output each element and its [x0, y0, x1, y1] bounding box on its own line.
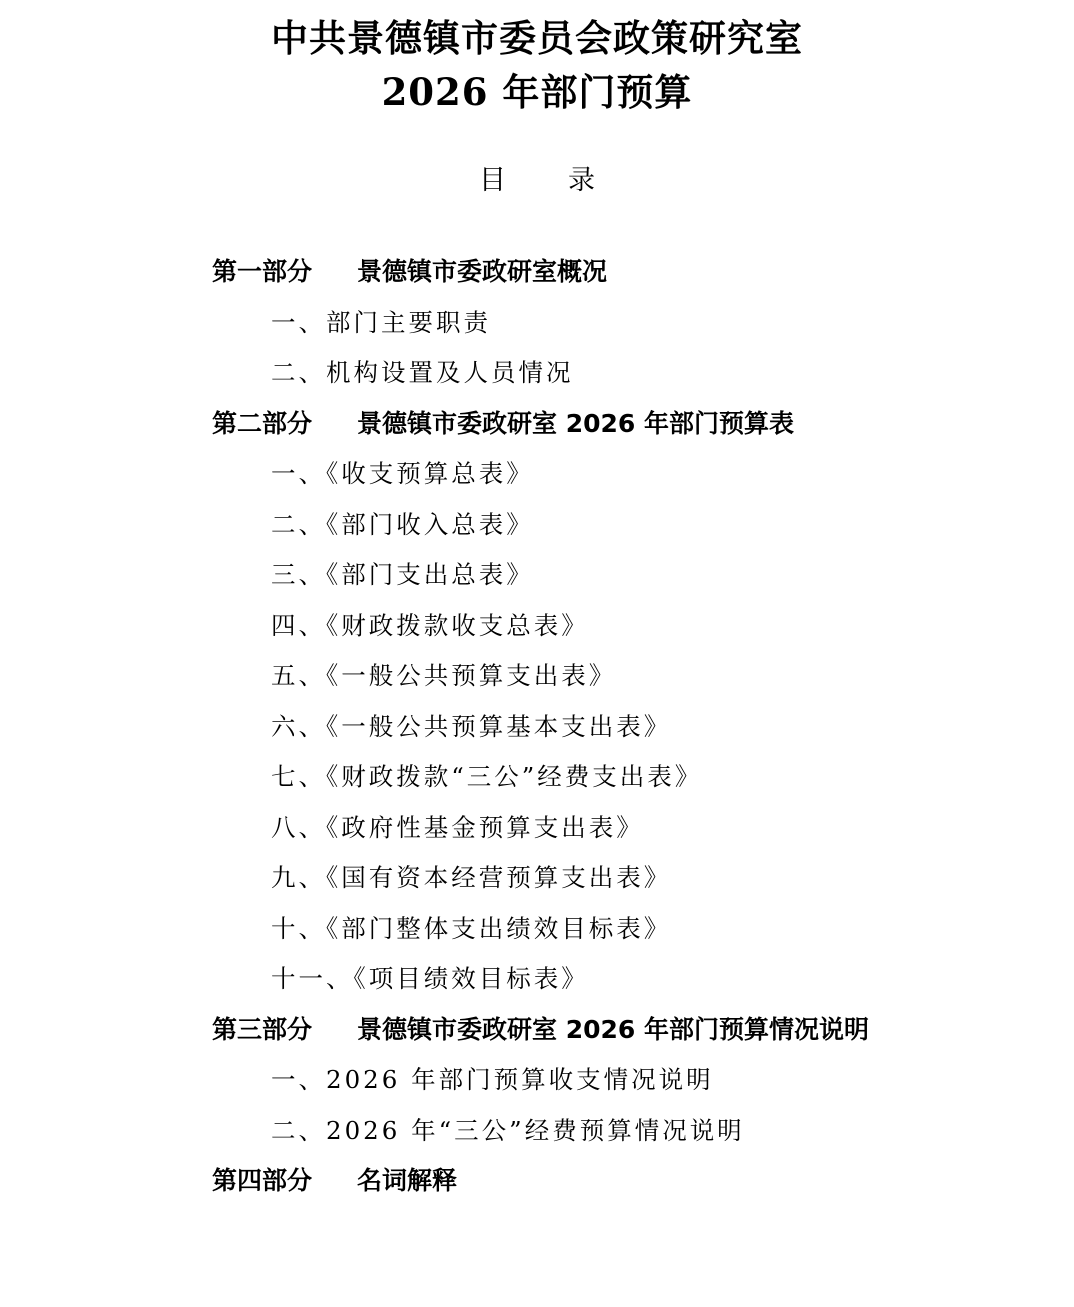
document-subtitle: 2026 年部门预算	[381, 70, 693, 114]
table-of-contents	[212, 247, 1062, 1207]
toc-item: 六、《一般公共预算基本支出表》	[271, 711, 672, 741]
toc-item: 二、2026 年“三公”经费预算情况说明	[271, 1115, 745, 1145]
toc-heading-right: 录	[568, 165, 595, 196]
toc-heading-left: 目	[479, 165, 506, 196]
toc-item: 二、机构设置及人员情况	[271, 358, 574, 387]
toc-item: 七、《财政拨款“三公”经费支出表》	[271, 762, 703, 791]
toc-part-2	[212, 399, 1062, 450]
toc-part-3	[212, 1005, 1062, 1056]
toc-item: 一、部门主要职责	[271, 307, 491, 337]
part-label: 第一部分	[212, 257, 313, 286]
toc-item: 三、《部门支出总表》	[271, 560, 534, 589]
toc-item: 八、《政府性基金预算支出表》	[271, 812, 644, 842]
part-label: 第四部分	[212, 1166, 313, 1195]
document-title: 中共景德镇市委员会政策研究室	[271, 16, 803, 60]
toc-item: 十一、《项目绩效目标表》	[271, 964, 589, 993]
part-title: 景德镇市委政研室 2026 年部门预算情况说明	[357, 1014, 869, 1044]
toc-item: 九、《国有资本经营预算支出表》	[271, 863, 672, 892]
toc-item: 二、《部门收入总表》	[271, 509, 534, 539]
toc-part-4	[212, 1156, 1062, 1207]
part-title: 景德镇市委政研室概况	[357, 257, 608, 286]
part-label: 第二部分	[212, 408, 313, 438]
toc-item: 一、2026 年部门预算收支情况说明	[271, 1065, 714, 1094]
part-title: 景德镇市委政研室 2026 年部门预算表	[357, 408, 794, 438]
toc-item: 一、《收支预算总表》	[271, 459, 534, 488]
toc-item: 四、《财政拨款收支总表》	[271, 610, 589, 640]
part-title: 名词解释	[357, 1166, 458, 1195]
toc-item: 十、《部门整体支出绩效目标表》	[271, 913, 672, 943]
toc-item: 五、《一般公共预算支出表》	[271, 661, 617, 690]
toc-heading	[0, 163, 1074, 199]
part-label: 第三部分	[212, 1014, 313, 1044]
toc-part-1	[212, 247, 1062, 298]
